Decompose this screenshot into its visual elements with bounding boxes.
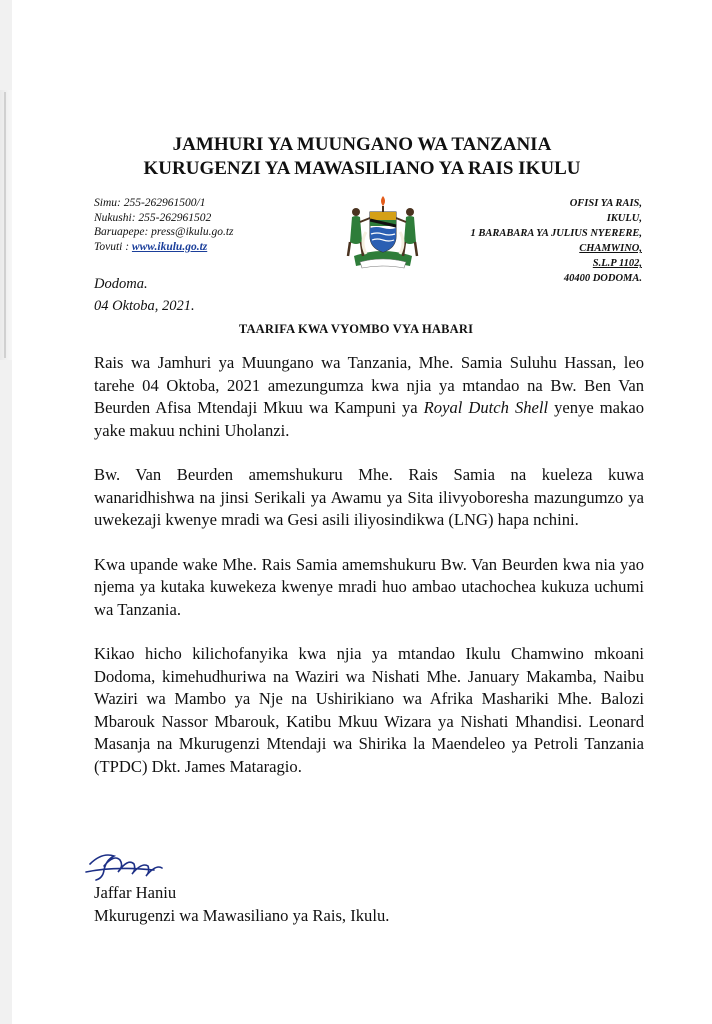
signatory-name: Jaffar Haniu bbox=[94, 883, 177, 902]
address-line-1: OFISI YA RAIS, bbox=[569, 198, 642, 209]
signoff-block bbox=[94, 882, 389, 927]
date: 04 Oktoba, 2021. bbox=[94, 298, 195, 314]
page-edge-shadow bbox=[0, 90, 12, 360]
letterhead-title bbox=[12, 133, 712, 181]
page-edge-line bbox=[4, 92, 6, 358]
fax-line: Nukushi: 255-262961502 bbox=[94, 211, 212, 224]
address-line-3: 1 BARABARA YA JULIUS NYERERE, bbox=[470, 228, 642, 239]
website-link[interactable]: www.ikulu.go.tz bbox=[131, 240, 208, 253]
phone-line: Simu: 255-262961500/1 bbox=[94, 197, 206, 209]
address-line-6: 40400 DODOMA. bbox=[563, 273, 642, 284]
email-line: Baruapepe: press@ikulu.go.tz bbox=[94, 226, 234, 238]
website-label: Tovuti : bbox=[94, 240, 132, 253]
coat-of-arms-icon bbox=[340, 192, 426, 272]
document-title: TAARIFA KWA VYOMBO VYA HABARI bbox=[238, 322, 474, 336]
address-line-5: S.L.P 1102, bbox=[592, 258, 642, 269]
signature-icon bbox=[84, 846, 174, 886]
paragraph-4: Kikao hicho kilichofanyika kwa njia ya mtandao Ikulu Chamwino mkoani Dodoma, kimehudhuriwa na Waziri wa Nishati Mhe. January Makamba, Naibu Waziri wa Mambo ya Nje na Ushirikiano wa Afrika Mashariki Mhe. Balozi Mbarouk Nassor Mbarouk, Katibu Mkuu Wizara ya Nishati Mhandisi. Leonard Masanja na Mkurugenzi Mtendaji wa Shirika la Maendeleo ya Petroli Tanzania (TPDC) Dkt. James Mataragio. bbox=[94, 644, 644, 776]
paragraph-1-start: Rais wa Jamhuri ya Muungano wa Tanzania, Mhe. Samia Suluhu Hassan, leo tarehe 04 Oktoba, 2021 amezungumza kwa njia ya mtandao na Bw. Ben Van Beurden Afisa Mtendaji Mkuu wa Kampuni ya bbox=[94, 353, 644, 417]
website-line bbox=[94, 240, 234, 255]
place-date-block bbox=[94, 273, 195, 317]
address-block bbox=[471, 196, 642, 286]
letterhead-line-1: JAMHURI YA MUUNGANO WA TANZANIA bbox=[172, 134, 552, 155]
address-line-4: CHAMWINO, bbox=[579, 243, 642, 254]
document-page bbox=[12, 0, 712, 1024]
address-line-2: IKULU, bbox=[606, 213, 642, 224]
company-name: Royal Dutch Shell bbox=[423, 398, 549, 417]
contact-block bbox=[94, 196, 234, 254]
letterhead-line-2: KURUGENZI YA MAWASILIANO YA RAIS IKULU bbox=[143, 158, 581, 179]
place: Dodoma. bbox=[94, 276, 148, 292]
signatory-role: Mkurugenzi wa Mawasiliano ya Rais, Ikulu. bbox=[94, 905, 390, 925]
paragraph-2: Bw. Van Beurden amemshukuru Mhe. Rais Samia na kueleza kuwa wanaridhishwa na jinsi Serikali ya Awamu ya Sita ilivyoboresha mazungumzo ya uwekezaji kwenye mradi wa Gesi asili iliyosindikwa (LNG) hapa nchini. bbox=[94, 465, 644, 529]
paragraph-1 bbox=[94, 352, 644, 442]
paragraph-1-end: yenye makao yake makuu nchini Uholanzi. bbox=[94, 398, 645, 440]
body-text bbox=[94, 352, 644, 800]
paragraph-3: Kwa upande wake Mhe. Rais Samia amemshukuru Bw. Van Beurden kwa nia yao njema ya kutaka kuwekeza kwenye mradi huo ambao utachochea kukuza uchumi wa Tanzania. bbox=[94, 554, 644, 619]
